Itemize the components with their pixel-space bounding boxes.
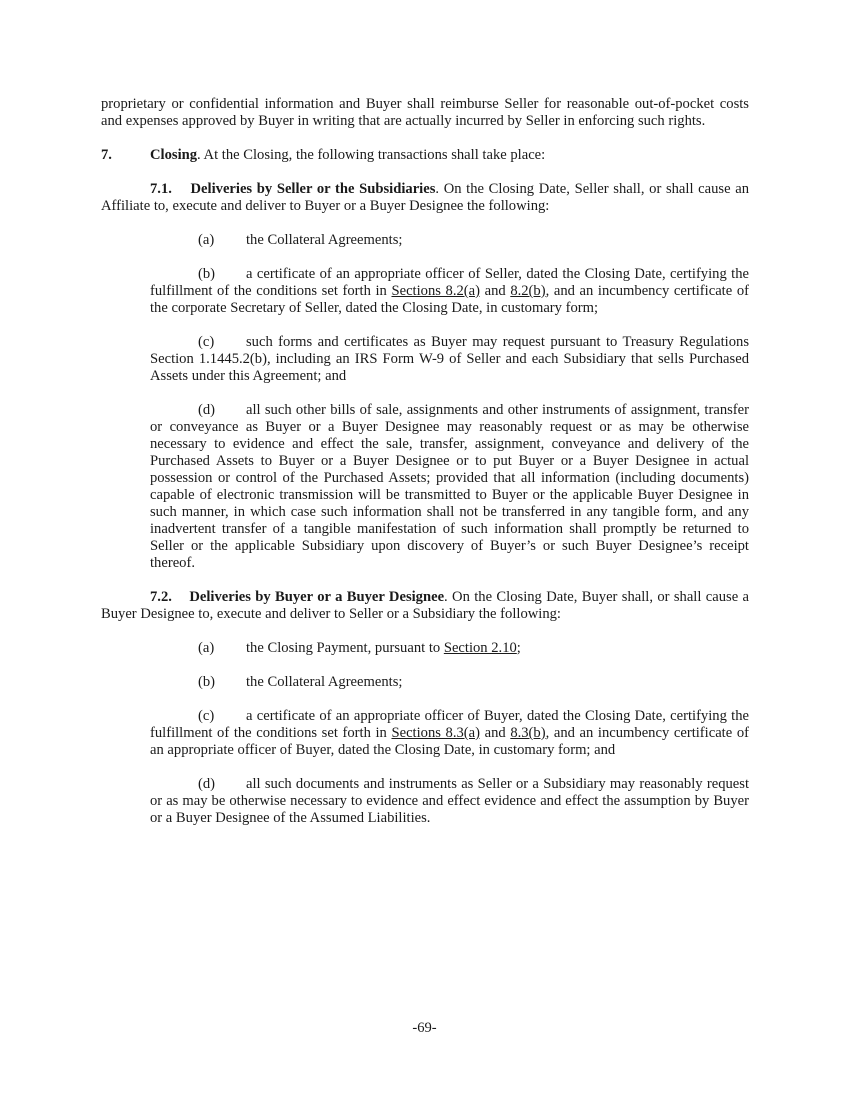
item-label: (a) — [198, 640, 215, 656]
item-7-2-c — [150, 708, 749, 759]
item-text: all such other bills of sale, assignments and other instruments of assignment, transfer or conveyance as Buyer or a Buyer Designee may reasonably request or as may be otherwise necessary to evidence and effect the sale, transfer, assignment, conveyance and delivery of the Purchased Assets to Buyer or a Buyer Designee or to put Buyer or a Buyer Designee in actual possession or control of the Purchased Assets; provided that all information (including documents) capable of electronic transmission will be transmitted to Buyer or the applicable Buyer Designee in such manner, in which case such information shall not be transferred in any tangible form, and any inadvertent transfer of a tangible manifestation of such information shall promptly be returned to Seller or the applicable Subsidiary upon discovery of Buyer’s or such Buyer Designee’s receipt thereof. — [150, 402, 749, 571]
section-reference-link: Section 2.10 — [443, 640, 517, 656]
section-reference-link: 8.3(b) — [510, 725, 546, 741]
item-7-1-a — [150, 232, 749, 249]
section-reference-link: 8.2(b) — [510, 283, 546, 299]
item-text: , and an incumbency certificate of the corporate Secretary of Seller, dated the Closing Date, in customary form; — [150, 283, 749, 316]
section-7-number: 7. — [101, 147, 112, 163]
document-page — [101, 96, 749, 827]
section-7-title: Closing — [150, 147, 198, 163]
item-text: all such documents and instruments as Seller or a Subsidiary may reasonably request or as may be otherwise necessary to evidence and effect evidence and effect the assumption by Buyer or a Buyer Designee of the Assumed Liabilities. — [150, 776, 749, 826]
item-text: ; — [516, 640, 521, 656]
section-7-2-title: Deliveries by Buyer or a Buyer Designee — [189, 589, 445, 605]
item-7-2-b — [150, 674, 749, 691]
section-7-1-text: . On the Closing Date, Seller shall, or shall cause an Affiliate to, execute and deliver to Buyer or a Buyer Designee the following: — [101, 181, 750, 214]
item-label: (b) — [198, 266, 216, 282]
item-label: (a) — [198, 232, 215, 248]
item-7-1-c — [150, 334, 749, 385]
item-text: the Closing Payment, pursuant to — [246, 640, 444, 656]
section-reference-link: Sections 8.3(a) — [391, 725, 480, 741]
item-7-1-d — [150, 402, 749, 572]
section-7-1-title: Deliveries by Seller or the Subsidiaries — [190, 181, 436, 197]
item-7-2-d — [150, 776, 749, 827]
item-text: the Collateral Agreements; — [246, 674, 403, 690]
item-7-1-b — [150, 266, 749, 317]
item-7-2-a — [150, 640, 749, 657]
section-7-1-paragraph — [101, 181, 749, 215]
section-7-2-text: . On the Closing Date, Buyer shall, or shall cause a Buyer Designee to, execute and deliver to Seller or a Subsidiary the following: — [101, 589, 749, 622]
section-7-2-number: 7.2. — [150, 589, 172, 605]
item-label: (d) — [198, 402, 216, 418]
item-label: (c) — [198, 708, 215, 724]
item-text: and — [480, 725, 511, 741]
item-text: a certificate of an appropriate officer of Buyer, dated the Closing Date, certifying the fulfillment of the conditions set forth in — [150, 708, 749, 741]
item-text: a certificate of an appropriate officer of Seller, dated the Closing Date, certifying the fulfillment of the conditions set forth in — [150, 266, 749, 299]
item-text: such forms and certificates as Buyer may request pursuant to Treasury Regulations Section 1.1445.2(b), including an IRS Form W-9 of Seller and each Subsidiary that sells Purchased Assets under this Agreement; and — [150, 334, 749, 384]
section-7-text: . At the Closing, the following transactions shall take place: — [197, 147, 546, 163]
section-7-1-number: 7.1. — [150, 181, 172, 197]
item-text: the Collateral Agreements; — [246, 232, 403, 248]
item-text: , and an incumbency certificate of an appropriate officer of Buyer, dated the Closing Date, in customary form; and — [150, 725, 749, 758]
section-7-heading — [101, 147, 749, 164]
intro-paragraph: proprietary or confidential information and Buyer shall reimburse Seller for reasonable out-of-pocket costs and expenses approved by Buyer in writing that are actually incurred by Seller in enforcing such rights. — [101, 96, 749, 129]
section-7-2-paragraph — [101, 589, 749, 623]
item-label: (d) — [198, 776, 216, 792]
section-reference-link: Sections 8.2(a) — [391, 283, 480, 299]
item-text: and — [480, 283, 511, 299]
page-number: -69- — [412, 1020, 437, 1036]
item-label: (c) — [198, 334, 215, 350]
item-label: (b) — [198, 674, 216, 690]
